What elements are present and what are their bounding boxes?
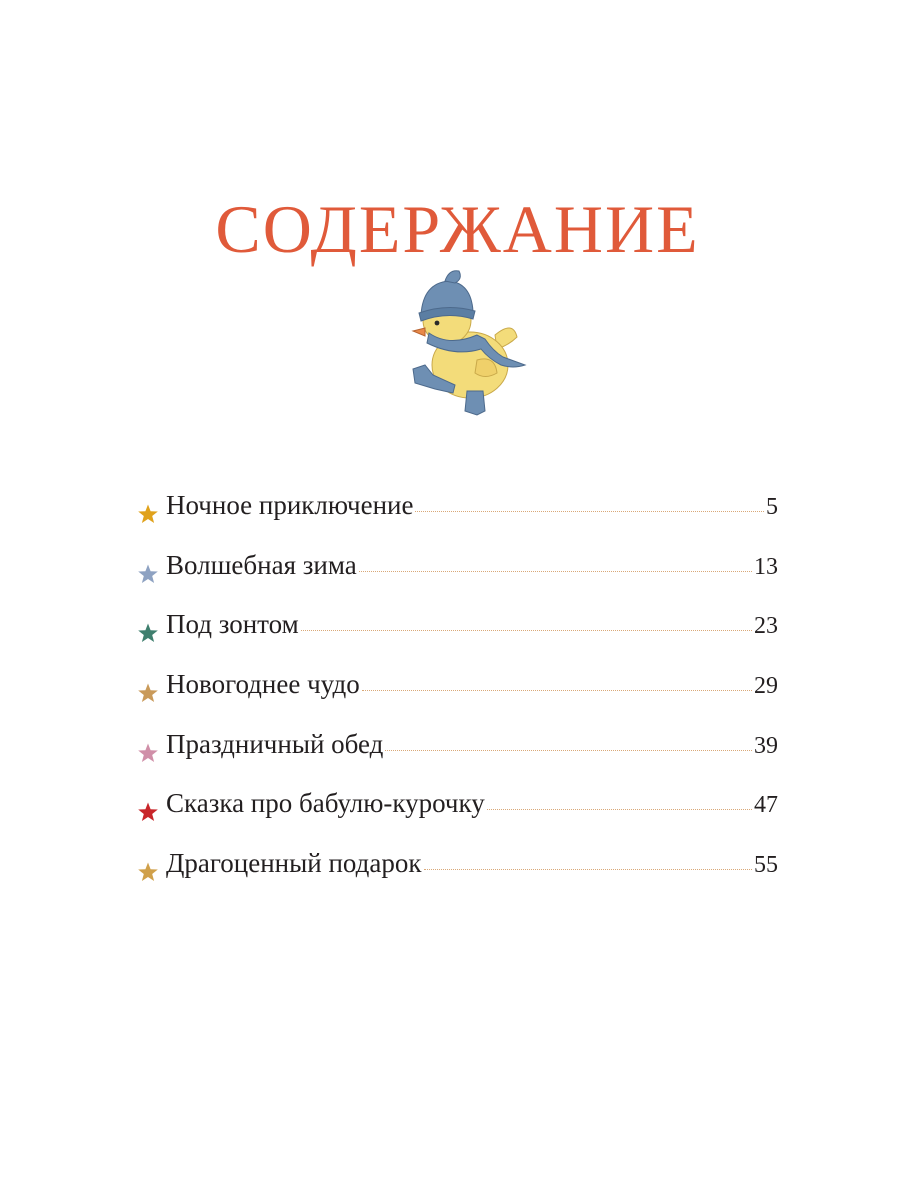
dotted-leader	[359, 571, 752, 572]
toc-entry-page-number: 55	[754, 852, 778, 879]
toc-entry[interactable]	[137, 729, 778, 789]
toc-entry-page-number: 5	[766, 494, 778, 520]
toc-entry[interactable]	[137, 788, 778, 848]
star-icon	[137, 622, 159, 644]
table-of-contents	[137, 490, 778, 908]
toc-entry[interactable]	[137, 550, 778, 610]
dotted-leader	[415, 511, 764, 512]
dotted-leader	[385, 750, 752, 751]
dotted-leader	[362, 690, 752, 691]
dotted-leader	[424, 869, 753, 870]
duckling-illustration	[385, 265, 535, 425]
toc-entry-page-number: 29	[754, 673, 778, 700]
dotted-leader	[301, 630, 752, 631]
toc-entry-title: Новогоднее чудо	[166, 669, 360, 700]
star-icon	[137, 503, 159, 525]
dotted-leader	[487, 809, 752, 810]
star-icon	[137, 861, 159, 883]
toc-entry-title: Сказка про бабулю-курочку	[166, 788, 485, 819]
toc-entry[interactable]	[137, 669, 778, 729]
toc-entry-title: Ночное приключение	[166, 490, 414, 520]
star-icon	[137, 801, 159, 823]
toc-entry-page-number: 23	[754, 613, 778, 640]
toc-entry[interactable]	[137, 609, 778, 669]
star-icon	[137, 563, 159, 585]
toc-entry-page-number: 13	[754, 553, 778, 580]
toc-entry[interactable]	[137, 848, 778, 908]
toc-entry-title: Драгоценный подарок	[166, 848, 422, 879]
star-icon	[137, 682, 159, 704]
toc-entry-title: Волшебная зима	[166, 549, 357, 580]
star-icon	[137, 742, 159, 764]
toc-entry[interactable]	[137, 490, 778, 550]
toc-entry-title: Под зонтом	[166, 609, 299, 640]
toc-entry-page-number: 47	[754, 792, 778, 819]
page-title: СОДЕРЖАНИЕ	[215, 190, 700, 267]
toc-entry-title: Праздничный обед	[166, 728, 384, 759]
toc-entry-page-number: 39	[754, 732, 778, 759]
